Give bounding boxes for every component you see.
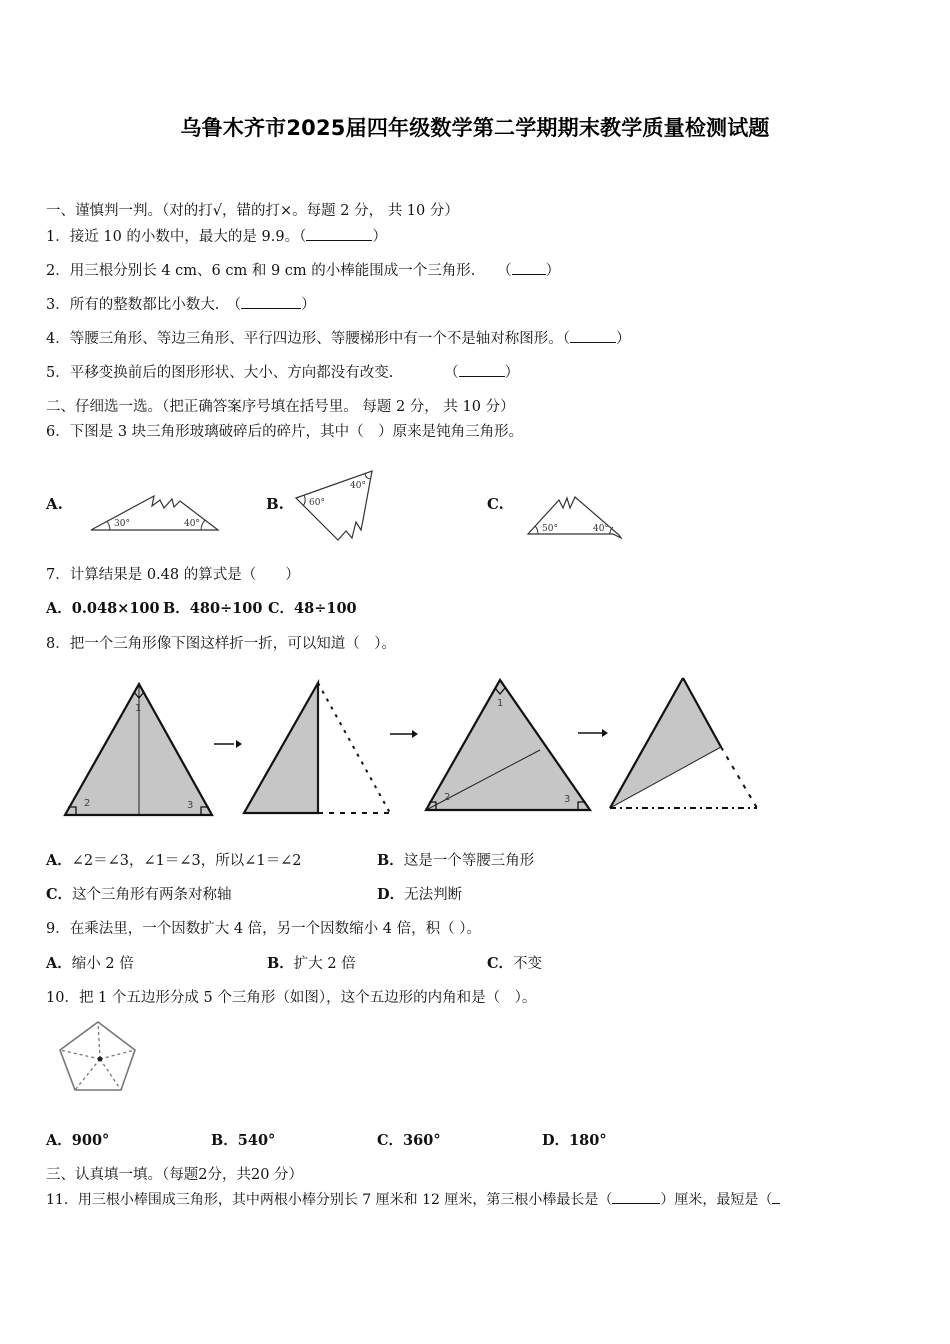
question-text: 11．用三根小棒围成三角形，其中两根小棒分别长 7 厘米和 12 厘米，第三根小棒最长是（ xyxy=(46,1192,613,1208)
svg-text:3: 3 xyxy=(187,800,194,811)
broken-triangle-a-figure xyxy=(88,490,223,535)
q8-option-a[interactable]: A．∠2＝∠3，∠1＝∠3，所以∠1＝∠2 xyxy=(46,852,302,869)
question-3: 3．所有的整数都比小数大. （ ） xyxy=(46,297,316,313)
question-text: 平移变换前后的图形形状、大小、方向都没有改变. （ xyxy=(69,365,459,381)
svg-text:3: 3 xyxy=(564,794,571,805)
svg-text:1: 1 xyxy=(135,703,142,714)
svg-text:30°: 30° xyxy=(114,519,130,529)
svg-text:40°: 40° xyxy=(184,519,200,529)
page-title: 乌鲁木齐市2025届四年级数学第二学期期末教学质量检测试题 xyxy=(180,116,770,140)
answer-blank[interactable] xyxy=(570,330,616,343)
question-9: 9．在乘法里，一个因数扩大 4 倍，另一个因数缩小 4 倍，积（ ）。 xyxy=(46,921,481,937)
section2-heading: 二、仔细选一选。（把正确答案序号填在括号里。 每题 2 分， 共 10 分） xyxy=(46,399,515,415)
question-text: 等腰三角形、等边三角形、平行四边形、等腰梯形中有一个不是轴对称图形。（ xyxy=(69,331,570,347)
question-5: 5．平移变换前后的图形形状、大小、方向都没有改变. （ ） xyxy=(46,365,520,381)
question-6: 6．下图是 3 块三角形玻璃破碎后的碎片，其中（ ）原来是钝角三角形。 xyxy=(46,424,524,440)
q10-option-b[interactable]: B．540° xyxy=(211,1132,276,1149)
question-number: 3． xyxy=(46,297,70,313)
q8-option-c[interactable]: C．这个三角形有两条对称轴 xyxy=(46,886,232,903)
svg-text:50°: 50° xyxy=(542,524,558,534)
question-text: 接近 10 的小数中，最大的是 9.9。（ xyxy=(69,229,307,245)
q6-option-a-label[interactable]: A. xyxy=(46,495,63,513)
svg-text:40°: 40° xyxy=(350,481,366,491)
pentagon-figure xyxy=(55,1020,145,1095)
q7-option-b[interactable]: B．480÷100 xyxy=(163,600,263,617)
answer-blank[interactable] xyxy=(241,296,301,309)
q6-option-c-label[interactable]: C. xyxy=(487,495,504,513)
question-7: 7．计算结果是 0.48 的算式是（ ） xyxy=(46,567,300,583)
q7-option-c[interactable]: C．48÷100 xyxy=(268,600,357,617)
section1-heading: 一、谨慎判一判。（对的打√，错的打×。每题 2 分， 共 10 分） xyxy=(46,203,459,219)
question-2: 2．用三根分别长 4 cm、6 cm 和 9 cm 的小棒能围成一个三角形. （ ） xyxy=(46,263,561,279)
answer-blank-longest[interactable] xyxy=(612,1191,660,1204)
q7-option-a[interactable]: A．0.048×100 xyxy=(46,600,160,617)
question-text: 用三根分别长 4 cm、6 cm 和 9 cm 的小棒能围成一个三角形. （ xyxy=(69,263,512,279)
q10-option-c[interactable]: C．360° xyxy=(377,1132,441,1149)
svg-text:60°: 60° xyxy=(309,498,325,508)
answer-blank-shortest[interactable] xyxy=(772,1191,780,1204)
q8-option-b[interactable]: B．这是一个等腰三角形 xyxy=(377,852,535,869)
svg-text:2: 2 xyxy=(444,792,451,803)
broken-triangle-b-figure xyxy=(290,468,380,543)
question-number: 4． xyxy=(46,331,70,347)
broken-triangle-c-figure xyxy=(525,490,625,540)
question-8: 8．把一个三角形像下图这样折一折，可以知道（ ）。 xyxy=(46,636,396,652)
answer-blank[interactable] xyxy=(512,262,546,275)
question-11: 11．用三根小棒围成三角形，其中两根小棒分别长 7 厘米和 12 厘米，第三根小棒最长是（ ）厘米，最短是（ xyxy=(46,1191,780,1209)
q10-option-d[interactable]: D．180° xyxy=(542,1132,607,1149)
triangle-fold-diagram xyxy=(50,670,770,830)
svg-text:1: 1 xyxy=(497,698,504,709)
q9-option-b[interactable]: B．扩大 2 倍 xyxy=(267,955,356,972)
q9-option-a[interactable]: A．缩小 2 倍 xyxy=(46,955,134,972)
question-1: 1．接近 10 的小数中，最大的是 9.9。（ ） xyxy=(46,229,387,245)
svg-text:2: 2 xyxy=(84,798,91,809)
q8-option-d[interactable]: D．无法判断 xyxy=(377,886,463,903)
question-number: 5． xyxy=(46,365,70,381)
question-number: 2． xyxy=(46,263,70,279)
q6-option-b-label[interactable]: B. xyxy=(266,495,284,513)
answer-blank[interactable] xyxy=(459,364,505,377)
question-text: 所有的整数都比小数大. （ xyxy=(69,297,242,313)
section3-heading: 三、认真填一填。（每题2分，共20 分） xyxy=(46,1167,304,1183)
svg-text:40°: 40° xyxy=(593,524,609,534)
question-10: 10．把 1 个五边形分成 5 个三角形（如图），这个五边形的内角和是（ ）。 xyxy=(46,990,537,1006)
question-4: 4．等腰三角形、等边三角形、平行四边形、等腰梯形中有一个不是轴对称图形。（ ） xyxy=(46,331,631,347)
question-number: 1． xyxy=(46,229,70,245)
q10-option-a[interactable]: A．900° xyxy=(46,1132,110,1149)
answer-blank[interactable] xyxy=(306,228,372,241)
q9-option-c[interactable]: C．不变 xyxy=(487,955,543,972)
